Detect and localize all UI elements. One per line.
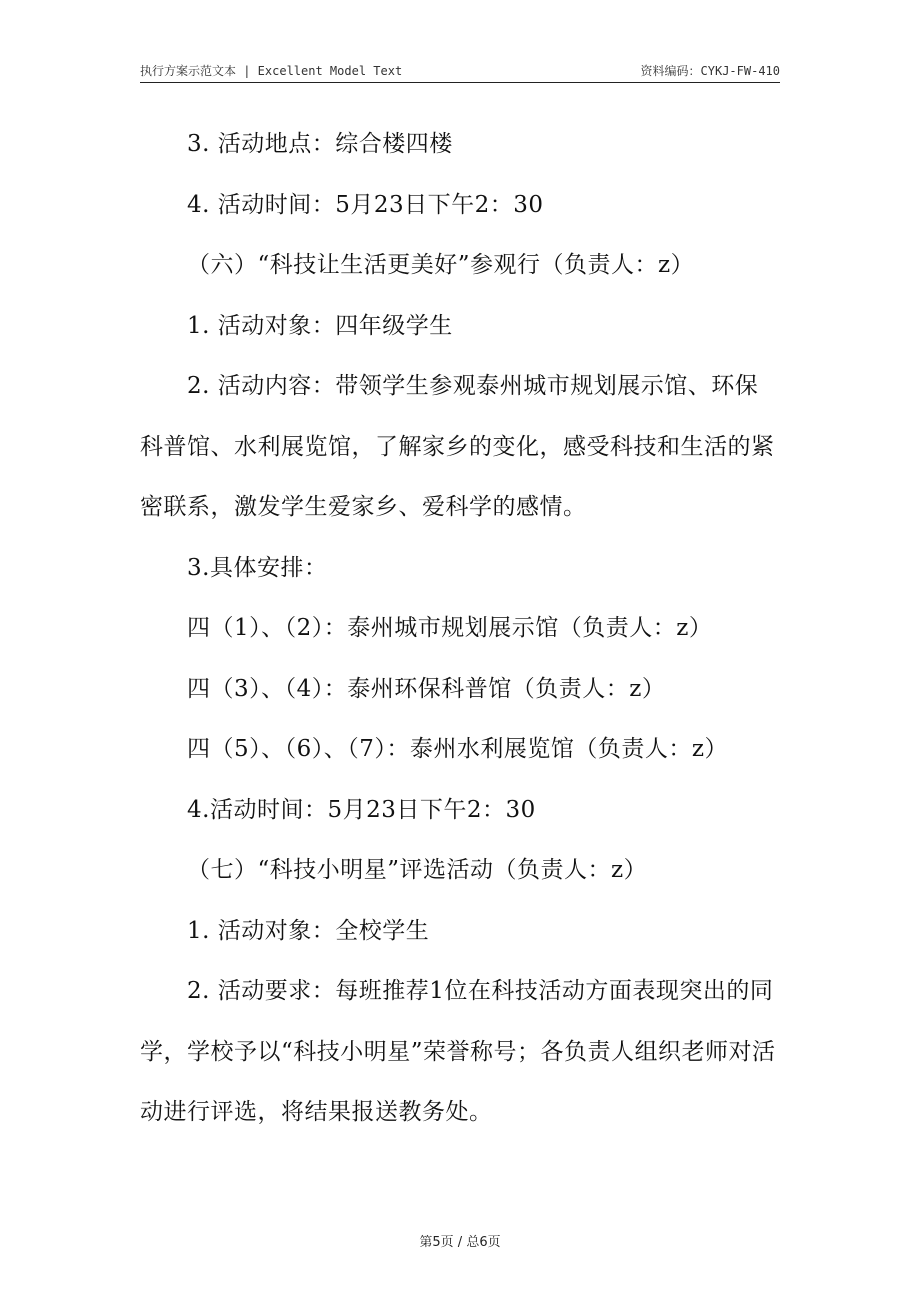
document-code: 资料编码：CYKJ-FW-410 — [640, 64, 780, 78]
header-title: 执行方案示范文本 | Excellent Model Text — [140, 64, 403, 78]
paragraph-activity-target: 1. 活动对象：四年级学生 — [187, 312, 453, 339]
paragraph-visit-time: 4.活动时间：5月23日下午2：30 — [187, 796, 536, 823]
paragraph-activity-location: 3. 活动地点：综合楼四楼 — [187, 131, 453, 157]
page-header — [140, 58, 780, 83]
paragraph-arrangement-2: 四（3）、（4）：泰州环保科普馆（负责人：z） — [187, 675, 666, 702]
paragraph-activity-time: 4. 活动时间：5月23日下午2：30 — [187, 191, 544, 218]
paragraph-arrangement-1: 四（1）、（2）：泰州城市规划展示馆（负责人：z） — [187, 615, 713, 641]
page-footer — [0, 1231, 920, 1250]
paragraph-activity-content: 2. 活动内容：带领学生参观泰州城市规划展示馆、环保科普馆、水利展览馆，了解家乡的变化，感受科技和生活的紧密联系，激发学生爱家乡、爱科学的感情。 — [140, 373, 775, 520]
paragraph-star-target: 1. 活动对象：全校学生 — [187, 917, 430, 944]
paragraph-arrangement-heading: 3.具体安排： — [187, 554, 328, 581]
paragraph-star-requirements: 2. 活动要求：每班推荐1位在科技活动方面表现突出的同学，学校予以“科技小明星”荣誉称号；各负责人组织老师对活动进行评选，将结果报送教务处。 — [140, 978, 776, 1125]
section-heading-star: （七）“科技小明星”评选活动（负责人：z） — [187, 857, 648, 883]
paragraph-arrangement-3: 四（5）、（6）、（7）：泰州水利展览馆（负责人：z） — [187, 736, 729, 762]
section-heading-visit: （六）“科技让生活更美好”参观行（负责人：z） — [187, 252, 695, 278]
document-body — [140, 114, 780, 1143]
page-number: 第5页 / 总6页 — [419, 1235, 501, 1250]
